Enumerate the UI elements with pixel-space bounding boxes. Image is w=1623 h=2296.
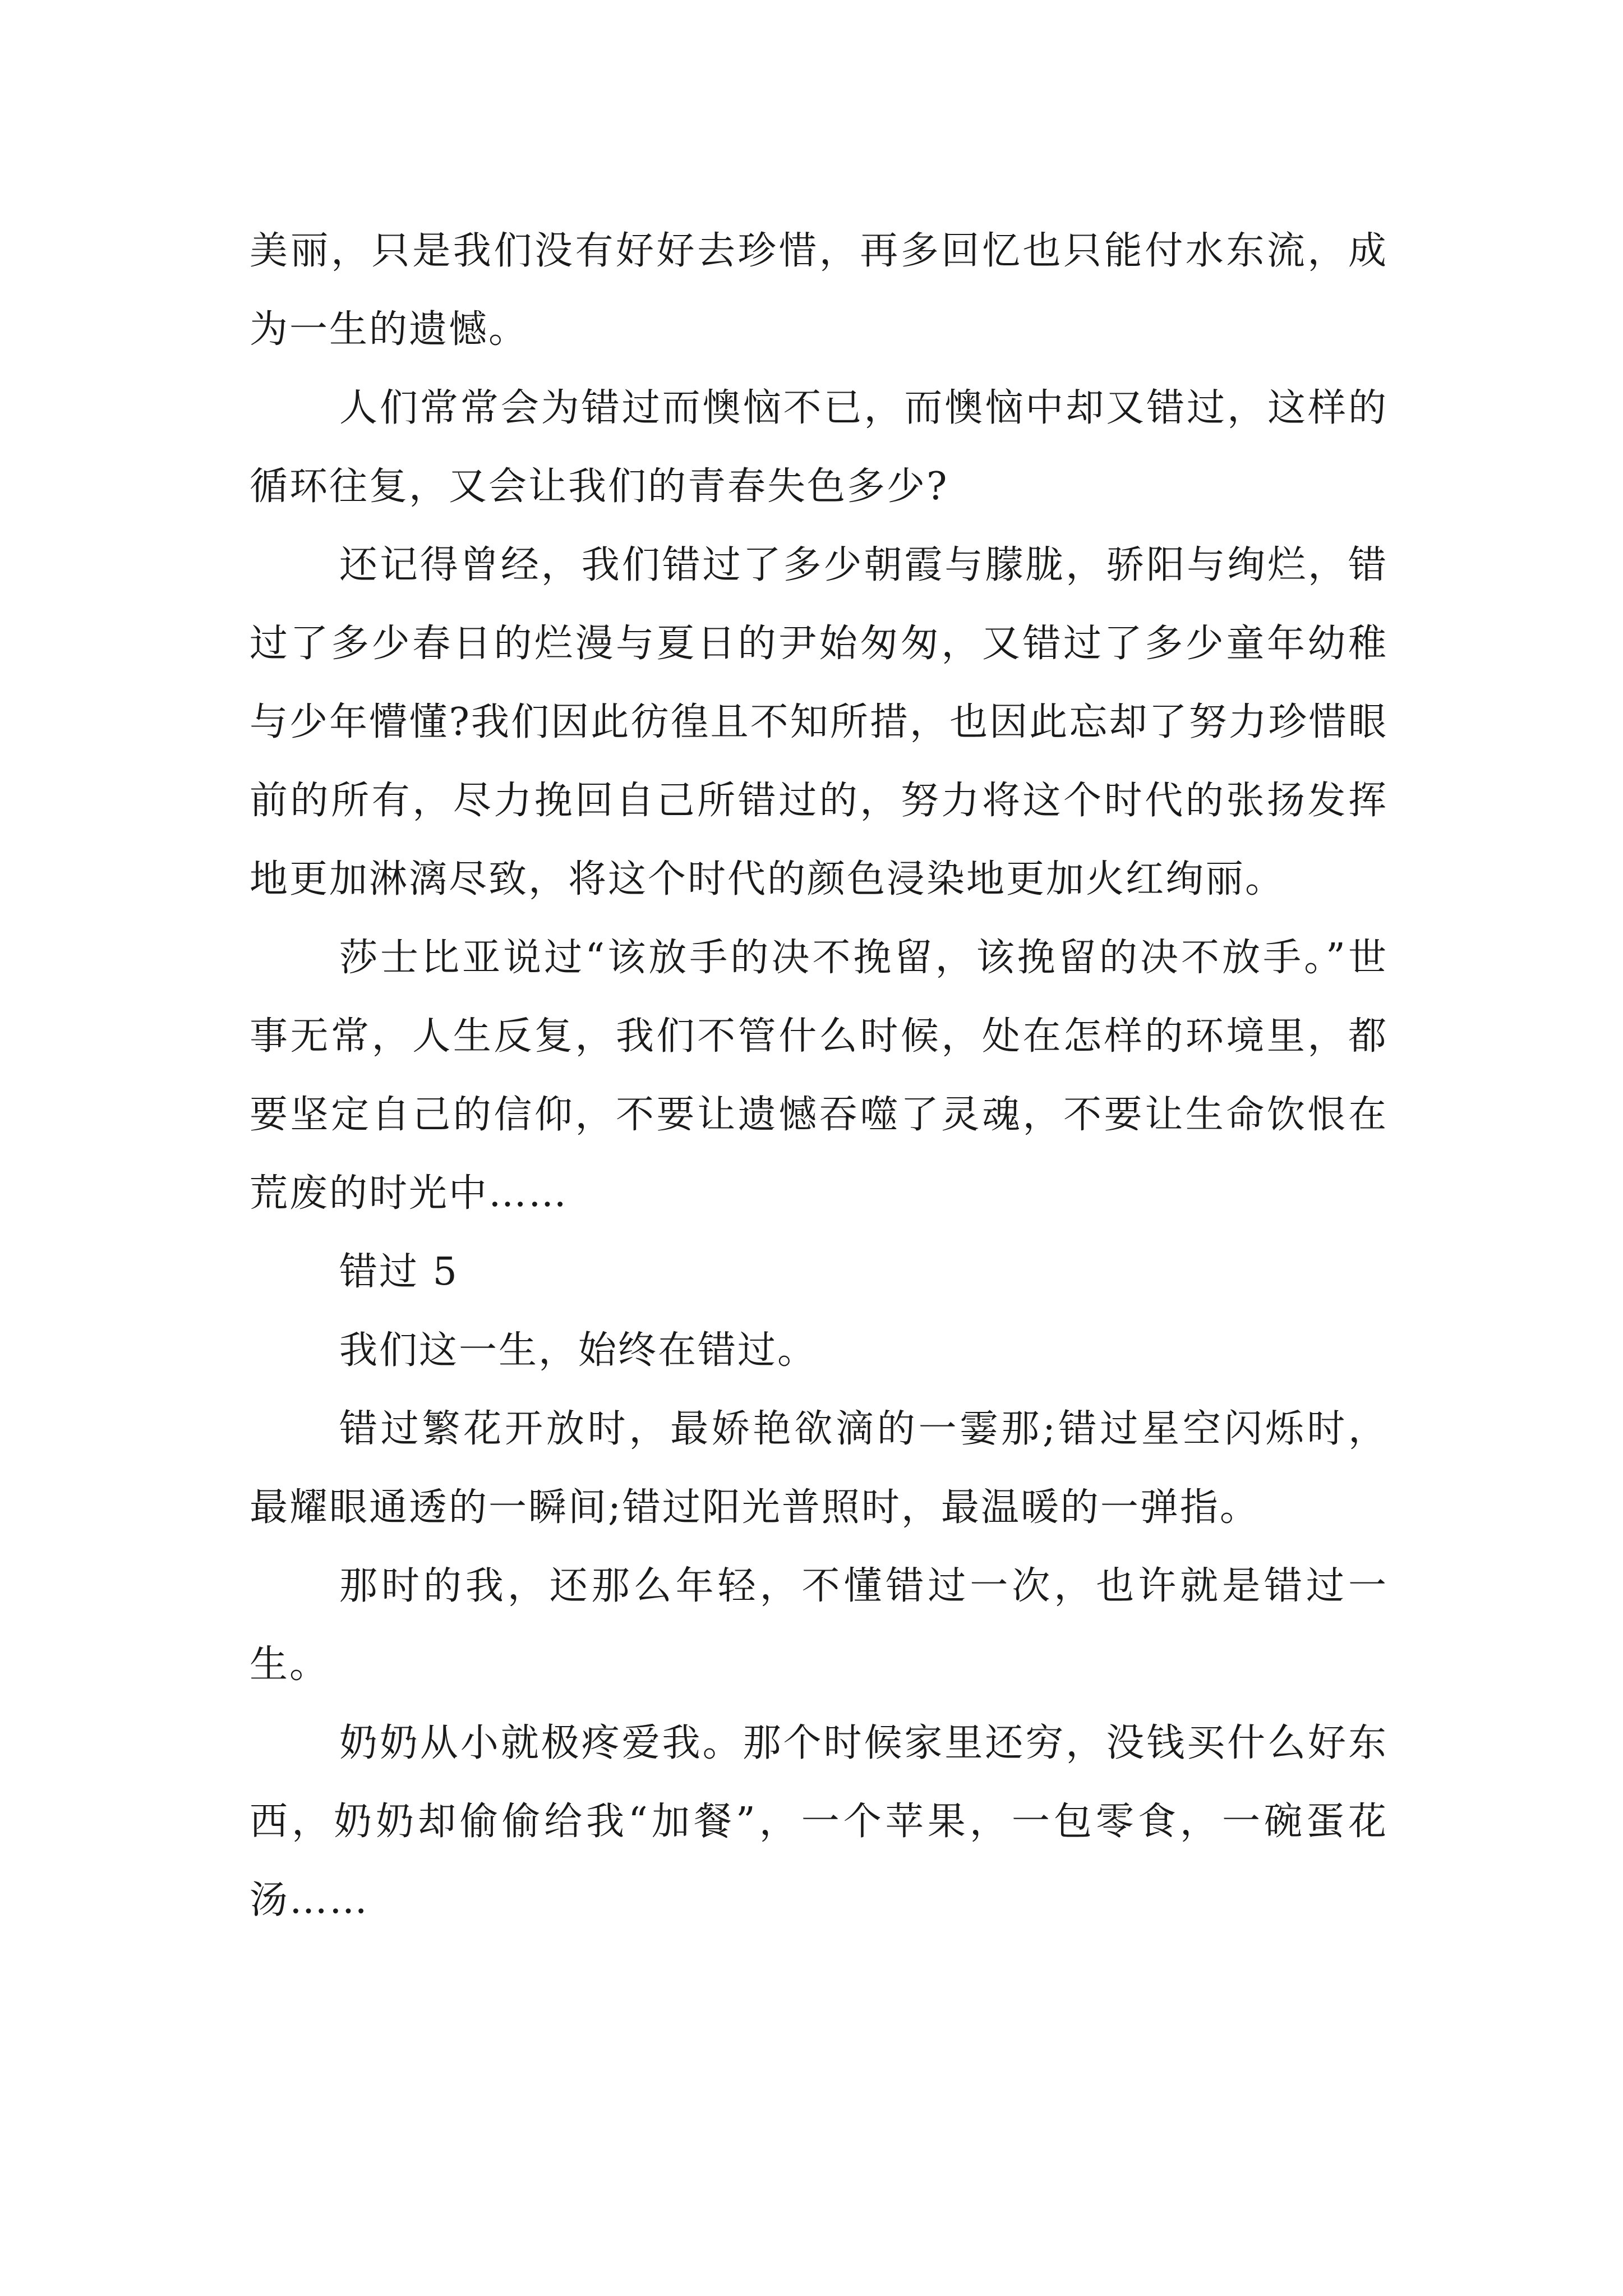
paragraph-5: 我们这一生，始终在错过。 (339, 1328, 818, 1373)
paragraph-1: 美丽，只是我们没有好好去珍惜，再多回忆也只能付水东流，成为一生的遗憾。 (250, 229, 1388, 352)
paragraph-6: 错过繁花开放时，最娇艳欲滴的一霎那;错过星空闪烁时，最耀眼通透的一瞬间;错过阳光普照时，最温暖的一弹指。 (250, 1407, 1388, 1530)
section-heading: 错过 5 (339, 1250, 459, 1294)
document-body (250, 212, 1388, 1940)
paragraph-3: 还记得曾经，我们错过了多少朝霞与朦胧，骄阳与绚烂，错过了多少春日的烂漫与夏日的尹始匆匆，又错过了多少童年幼稚与少年懵懂?我们因此彷徨且不知所措，也因此忘却了努力珍惜眼前的所有，尽力挽回自己所错过的，努力将这个时代的张扬发挥地更加淋漓尽致，将这个时代的颜色浸染地更加火红绚丽。 (250, 543, 1388, 901)
paragraph-8: 奶奶从小就极疼爱我。那个时候家里还穷，没钱买什么好东西，奶奶却偷偷给我“加餐”，一个苹果，一包零食，一碗蛋花汤…… (250, 1721, 1388, 1922)
paragraph-7: 那时的我，还那么年轻，不懂错过一次，也许就是错过一生。 (250, 1564, 1388, 1687)
paragraph-4: 莎士比亚说过“该放手的决不挽留，该挽留的决不放手。”世事无常，人生反复，我们不管什么时候，处在怎样的环境里，都要坚定自己的信仰，不要让遗憾吞噬了灵魂，不要让生命饮恨在荒废的时光中…… (250, 936, 1388, 1216)
paragraph-2: 人们常常会为错过而懊恼不已，而懊恼中却又错过，这样的循环往复，又会让我们的青春失色多少? (250, 386, 1388, 509)
